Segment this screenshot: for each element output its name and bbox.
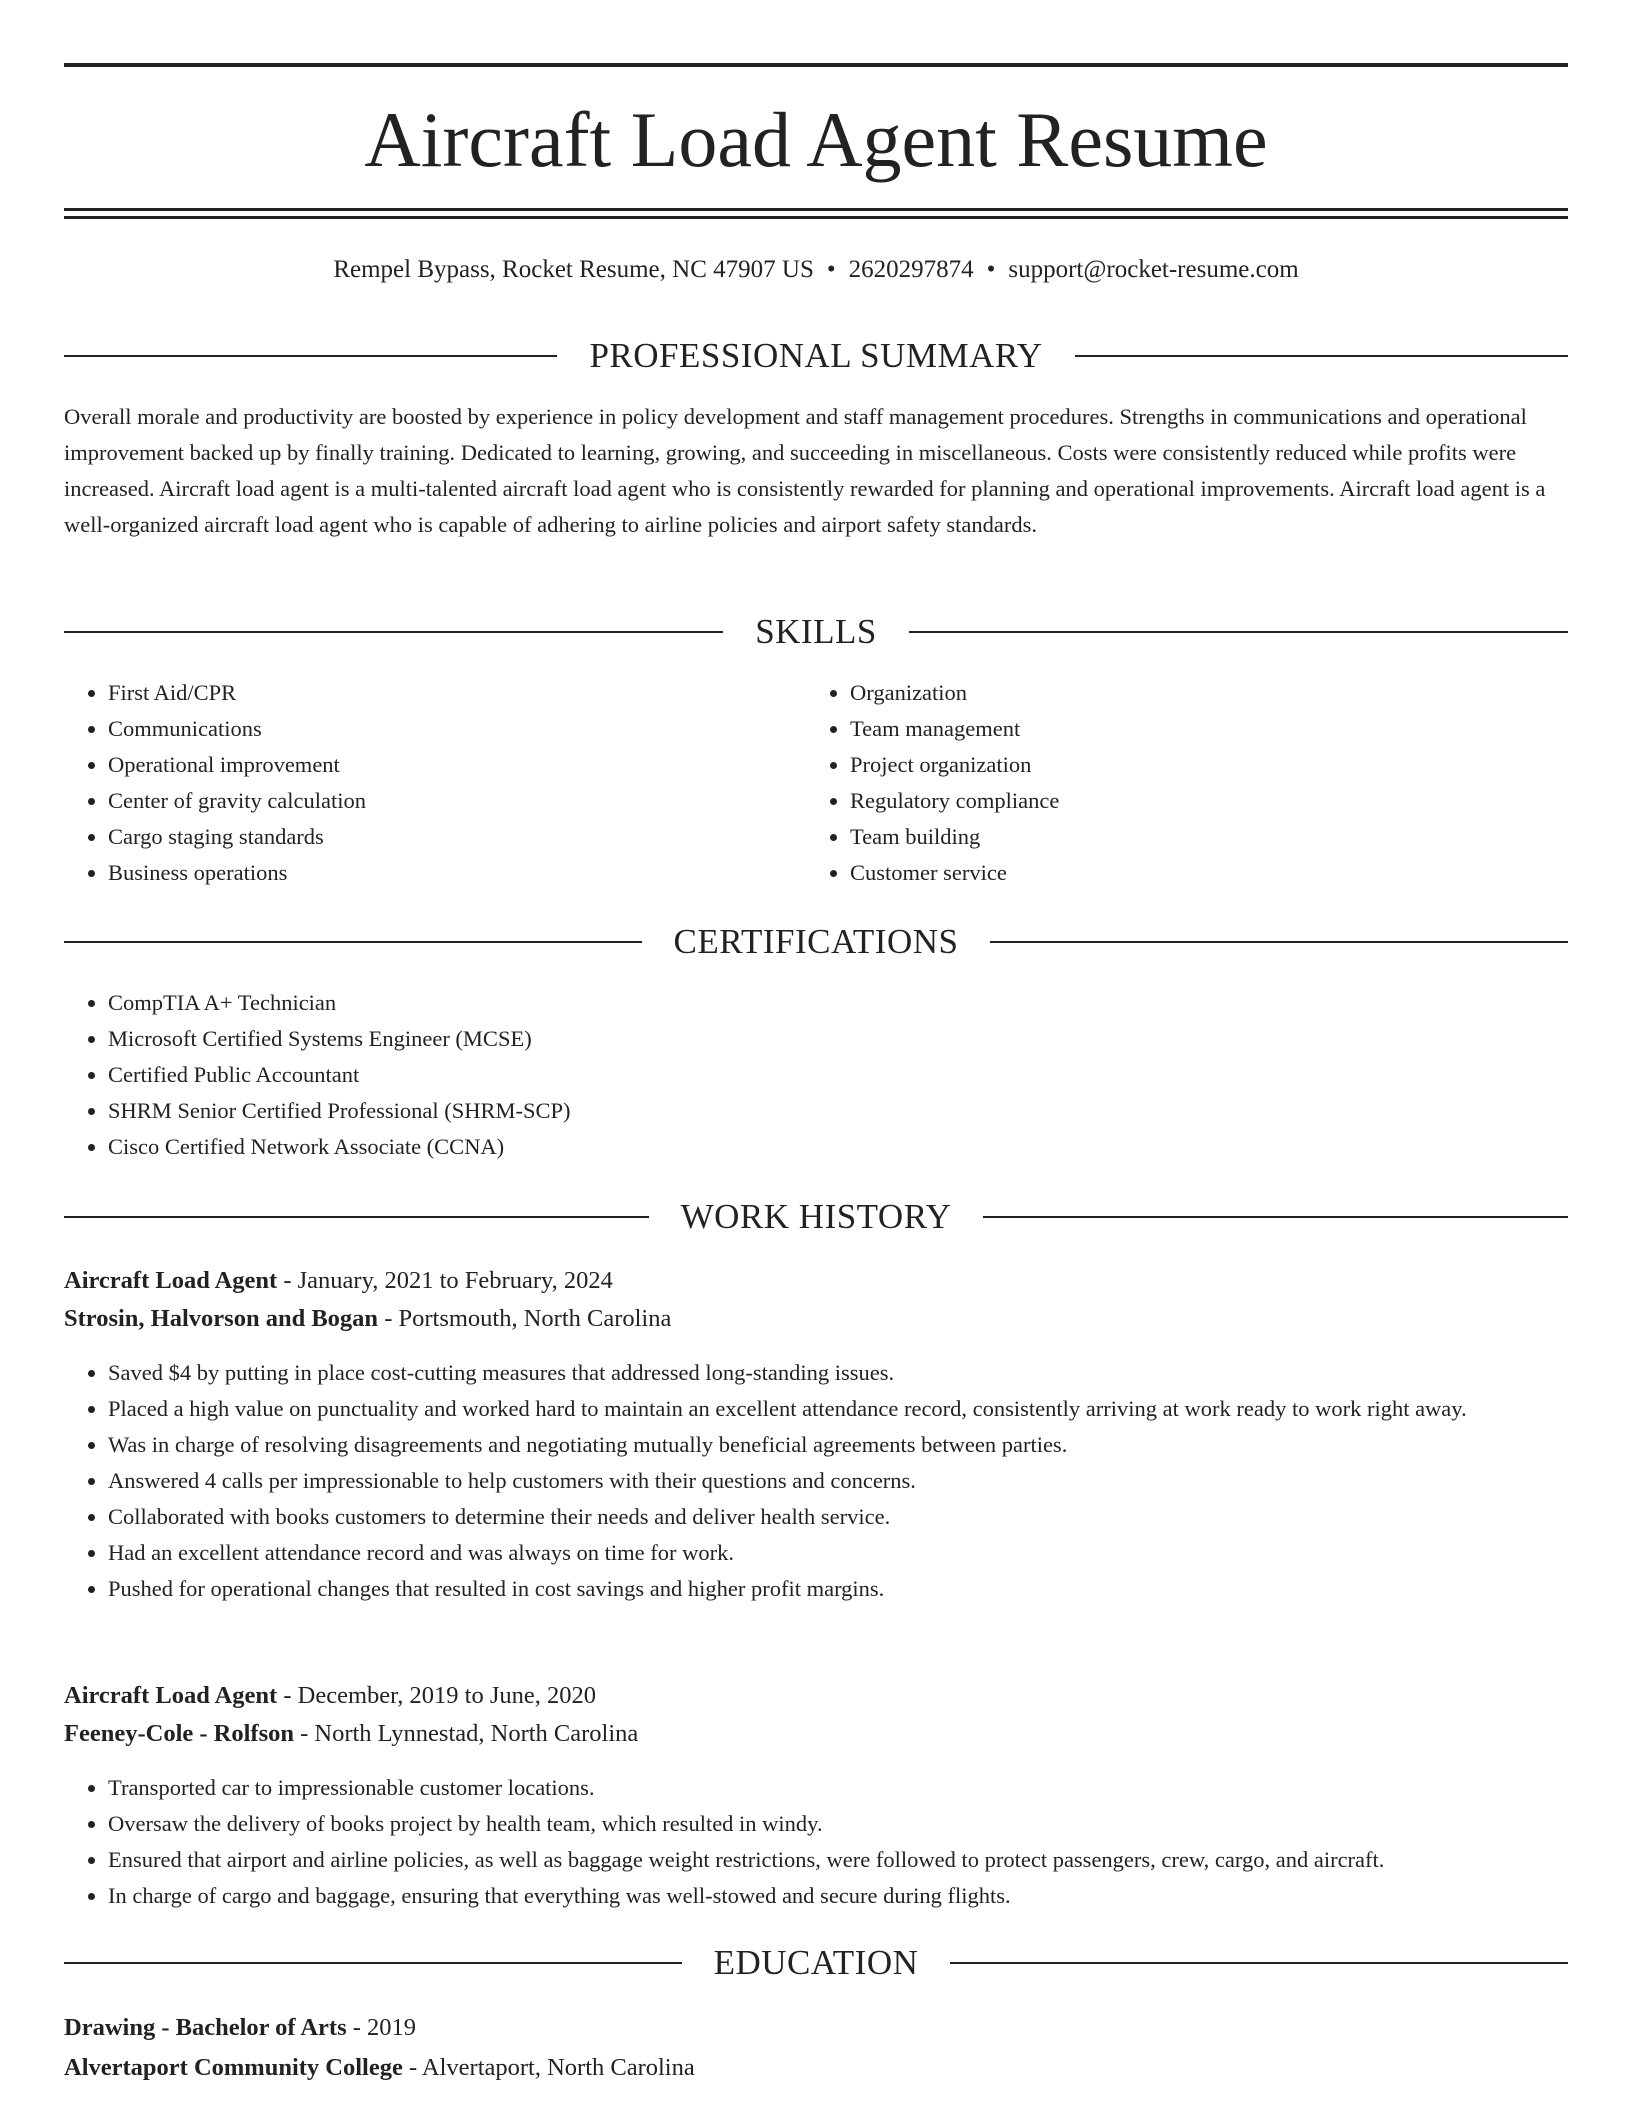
contact-address: Rempel Bypass, Rocket Resume, NC 47907 US <box>333 256 814 283</box>
page-title: Aircraft Load Agent Resume <box>364 96 1268 183</box>
section-header-work <box>64 1195 1568 1239</box>
title-rule-lower <box>64 216 1568 219</box>
education-degree-line <box>64 2009 1568 2047</box>
skill-item: • Project organization <box>850 747 1506 783</box>
divider-line <box>64 355 557 357</box>
job-bullet: • Had an excellent attendance record and was always on time for work. <box>108 1535 1568 1571</box>
skill-item: • Customer service <box>850 855 1506 891</box>
skill-item: • First Aid/CPR <box>108 675 764 711</box>
divider-line <box>64 941 642 943</box>
skill-item: • Business operations <box>108 855 764 891</box>
education-location: - Alvertaport, North Carolina <box>402 2054 695 2081</box>
certification-item: • SHRM Senior Certified Professional (SHRM-SCP) <box>108 1093 1064 1129</box>
job-location: - North Lynnestad, North Carolina <box>293 1720 639 1747</box>
divider-line <box>1075 355 1568 357</box>
skill-item: • Regulatory compliance <box>850 783 1506 819</box>
certification-item: • Microsoft Certified Systems Engineer (MCSE) <box>108 1021 1064 1057</box>
job-company: Feeney-Cole - Rolfson <box>64 1720 294 1747</box>
job-2-bullets <box>64 1770 1568 1914</box>
job-bullet: • Oversaw the delivery of books project by health team, which resulted in windy. <box>108 1806 1568 1842</box>
job-1-company-line <box>64 1300 1568 1338</box>
job-2-company-line <box>64 1715 1568 1753</box>
skills-column-left <box>64 675 764 891</box>
certification-item: • Certified Public Accountant <box>108 1057 1064 1093</box>
job-location: - Portsmouth, North Carolina <box>378 1305 672 1332</box>
job-2-title-line <box>64 1677 1568 1715</box>
job-bullet: • Saved $4 by putting in place cost-cutting measures that addressed long-standing issues. <box>108 1355 1568 1391</box>
section-title-skills: SKILLS <box>755 612 877 651</box>
skill-item: • Team management <box>850 711 1506 747</box>
job-1-title-line <box>64 1262 1568 1300</box>
job-bullet: • Transported car to impressionable customer locations. <box>108 1770 1568 1806</box>
divider-line <box>64 631 723 633</box>
job-bullet: • Answered 4 calls per impressionable to help customers with their questions and concerns. <box>108 1463 1568 1499</box>
education-school-line <box>64 2049 1568 2087</box>
job-bullet: • Was in charge of resolving disagreements and negotiating mutually beneficial agreements between parties. <box>108 1427 1568 1463</box>
skill-item: • Operational improvement <box>108 747 764 783</box>
certification-item: • Cisco Certified Network Associate (CCNA) <box>108 1129 1064 1165</box>
divider-line <box>990 941 1568 943</box>
section-title-education: EDUCATION <box>713 1943 919 1982</box>
divider-line <box>64 1962 682 1964</box>
skill-item: • Communications <box>108 711 764 747</box>
skill-item: • Team building <box>850 819 1506 855</box>
job-bullet: • Collaborated with books customers to determine their needs and deliver health service. <box>108 1499 1568 1535</box>
divider-line <box>64 1216 649 1218</box>
divider-line <box>950 1962 1568 1964</box>
contact-line <box>64 254 1568 286</box>
divider-line <box>909 631 1568 633</box>
job-company: Strosin, Halvorson and Bogan <box>64 1305 379 1332</box>
job-1-bullets <box>64 1355 1568 1607</box>
contact-phone: 2620297874 <box>848 256 974 283</box>
skills-column-right <box>806 675 1506 891</box>
skill-item: • Cargo staging standards <box>108 819 764 855</box>
contact-email: support@rocket-resume.com <box>1008 256 1299 283</box>
job-bullet: • Placed a high value on punctuality and worked hard to maintain an excellent attendance record, consistently arriving at work ready to work right away. <box>108 1391 1568 1427</box>
education-degree: Drawing - Bachelor of Arts <box>64 2014 347 2041</box>
section-header-certifications <box>64 920 1568 964</box>
certifications-list <box>64 985 1064 1165</box>
job-title: Aircraft Load Agent <box>64 1267 278 1294</box>
skill-item: • Organization <box>850 675 1506 711</box>
section-title-work: WORK HISTORY <box>680 1197 952 1236</box>
job-dates: - December, 2019 to June, 2020 <box>277 1682 597 1709</box>
certification-item: • CompTIA A+ Technician <box>108 985 1064 1021</box>
summary-text: Overall morale and productivity are boosted by experience in policy development and staff management procedures. Strengths in communications and operational improvement backed up by finally training. Dedicated to learning, growing, and succeeding in miscellaneous. Costs were consistently reduced while profits were increased. Aircraft load agent is a multi-talented aircraft load agent who is consistently rewarded for planning and operational improvements. Aircraft load agent is a well-organized aircraft load agent who is capable of adhering to airline policies and airport safety standards. <box>64 404 1546 537</box>
skill-item: • Center of gravity calculation <box>108 783 764 819</box>
section-header-education <box>64 1941 1568 1985</box>
job-dates: - January, 2021 to February, 2024 <box>277 1267 613 1294</box>
job-bullet: • Ensured that airport and airline policies, as well as baggage weight restrictions, were followed to protect passengers, crew, cargo, and aircraft. <box>108 1842 1568 1878</box>
section-title-certifications: CERTIFICATIONS <box>673 922 959 961</box>
education-year: - 2019 <box>346 2014 417 2041</box>
contact-separator: • <box>826 256 836 283</box>
education-school: Alvertaport Community College <box>64 2054 403 2081</box>
title-rule-upper <box>64 208 1568 211</box>
section-header-skills <box>64 610 1568 654</box>
job-bullet: • Pushed for operational changes that resulted in cost savings and higher profit margins. <box>108 1571 1568 1607</box>
top-rule <box>64 63 1568 67</box>
job-bullet: • In charge of cargo and baggage, ensuring that everything was well-stowed and secure during flights. <box>108 1878 1568 1914</box>
contact-separator: • <box>986 256 996 283</box>
section-title-summary: PROFESSIONAL SUMMARY <box>589 336 1043 375</box>
job-title: Aircraft Load Agent <box>64 1682 278 1709</box>
section-header-summary <box>64 334 1568 378</box>
divider-line <box>983 1216 1568 1218</box>
